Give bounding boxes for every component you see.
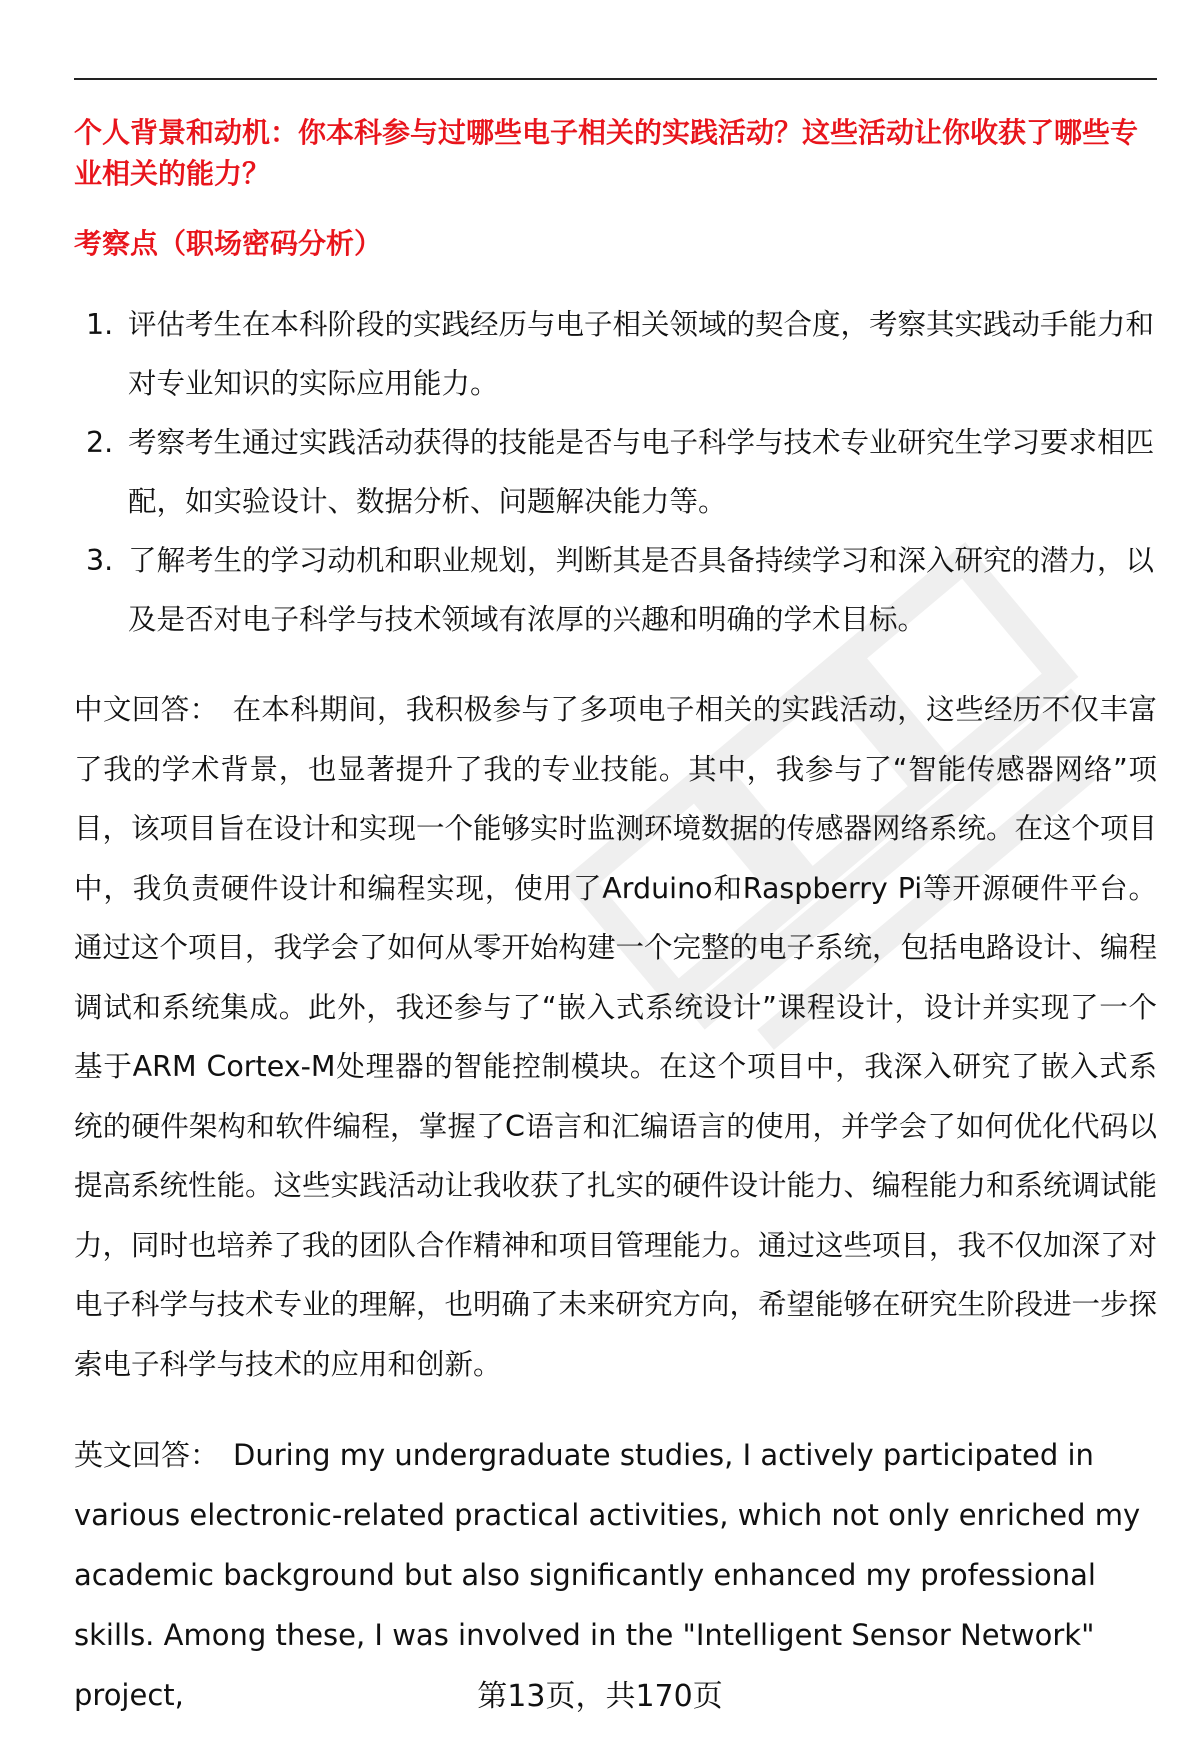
- list-number: 2.: [86, 426, 114, 459]
- assessment-points-list: [74, 295, 1157, 649]
- chinese-answer: [74, 680, 1157, 1394]
- list-item-text: 评估考生在本科阶段的实践经历与电子相关领域的契合度，考察其实践动手能力和对专业知识的实际应用能力。: [128, 308, 1155, 400]
- list-item: [74, 295, 1157, 413]
- list-item-text: 考察考生通过实践活动获得的技能是否与电子科学与技术专业研究生学习要求相匹配，如实验设计、数据分析、问题解决能力等。: [128, 426, 1155, 518]
- list-item: [74, 531, 1157, 649]
- list-item: [74, 413, 1157, 531]
- list-number: 1.: [86, 308, 114, 341]
- top-divider: [74, 78, 1157, 80]
- question-heading: 个人背景和动机：你本科参与过哪些电子相关的实践活动？这些活动让你收获了哪些专业相关的能力？: [74, 116, 1139, 190]
- chinese-answer-label: 中文回答：: [74, 693, 219, 726]
- english-answer-text: During my undergraduate studies, I actively participated in various electronic-related practical activities, which not only enriched my academic background but also significantly enhanced my professional skills. Among these, I was involved in the "Intelligent Sensor Network" project,: [74, 1438, 1141, 1712]
- english-answer-label: 英文回答：: [74, 1438, 220, 1472]
- page-number: 第13页，共170页: [477, 1679, 723, 1714]
- section-heading: 考察点（职场密码分析）: [74, 227, 383, 260]
- list-number: 3.: [86, 544, 114, 577]
- list-item-text: 了解考生的学习动机和职业规划，判断其是否具备持续学习和深入研究的潜力，以及是否对电子科学与技术领域有浓厚的兴趣和明确的学术目标。: [128, 544, 1155, 636]
- chinese-answer-text: 在本科期间，我积极参与了多项电子相关的实践活动，这些经历不仅丰富了我的学术背景，也显著提升了我的专业技能。其中，我参与了“智能传感器网络”项目，该项目旨在设计和实现一个能够实时监测环境数据的传感器网络系统。在这个项目中，我负责硬件设计和编程实现，使用了Arduino和Raspberry Pi等开源硬件平台。通过这个项目，我学会了如何从零开始构建一个完整的电子系统，包括电路设计、编程调试和系统集成。此外，我还参与了“嵌入式系统设计”课程设计，设计并实现了一个基于ARM Cortex-M处理器的智能控制模块。在这个项目中，我深入研究了嵌入式系统的硬件架构和软件编程，掌握了C语言和汇编语言的使用，并学会了如何优化代码以提高系统性能。这些实践活动让我收获了扎实的硬件设计能力、编程能力和系统调试能力，同时也培养了我的团队合作精神和项目管理能力。通过这些项目，我不仅加深了对电子科学与技术专业的理解，也明确了未来研究方向，希望能够在研究生阶段进一步探索电子科学与技术的应用和创新。: [74, 693, 1158, 1381]
